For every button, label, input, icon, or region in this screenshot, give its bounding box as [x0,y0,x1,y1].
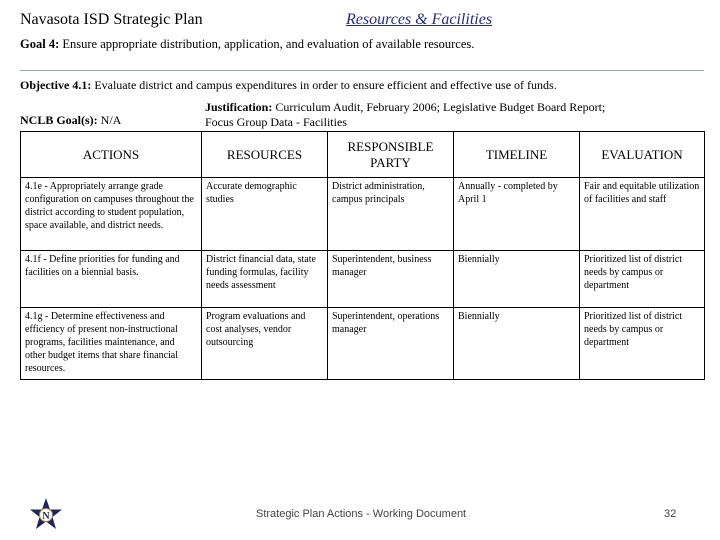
goal-statement [20,37,474,52]
goal-label: Goal 4: [20,37,60,51]
objective-label: Objective 4.1: [20,78,92,92]
resources-cell: Accurate demographic studies [202,178,328,251]
district-star-logo-icon [29,497,63,531]
evaluation-cell: Prioritized list of district needs by campus or department [580,251,705,308]
header-actions: ACTIONS [21,132,202,178]
header-timeline: TIMELINE [454,132,580,178]
divider [20,70,704,71]
justification-label: Justification: [205,100,273,114]
objective-text: Evaluate district and campus expenditures in order to ensure efficient and effective use of funds. [94,78,557,92]
timeline-cell: Annually - completed by April 1 [454,178,580,251]
responsible-cell: Superintendent, operations manager [328,308,454,380]
footer-caption: Strategic Plan Actions - Working Document [256,508,467,520]
section-title: Resources & Facilities [346,11,493,28]
nclb-label: NCLB Goal(s): [20,113,98,127]
timeline-cell: Biennially [454,251,580,308]
evaluation-cell: Fair and equitable utilization of facilities and staff [580,178,705,251]
evaluation-cell: Prioritized list of district needs by campus or department [580,308,705,380]
justification-line2: Focus Group Data - Facilities [205,115,347,129]
objective-statement [20,78,557,93]
logo-letter: N [42,511,50,522]
table-header-row [21,132,705,178]
table-row [21,251,705,308]
action-cell: 4.1g - Determine effectiveness and efficiency of present non-instructional programs, facilities maintenance, and other budget items that share financial resources. [21,308,202,380]
nclb-goals [20,113,121,128]
page-title: Navasota ISD Strategic Plan [20,11,203,28]
goal-text: Ensure appropriate distribution, application, and evaluation of available resources. [62,37,475,51]
action-cell: 4.1e - Appropriately arrange grade configuration on campuses throughout the district according to student population, space available, and district needs. [21,178,202,251]
justification-line1: Curriculum Audit, February 2006; Legislative Budget Board Report; [275,100,606,114]
table-row [21,308,705,380]
nclb-value: N/A [100,113,122,127]
resources-cell: District financial data, state funding formulas, facility needs assessment [202,251,328,308]
responsible-cell: Superintendent, business manager [328,251,454,308]
responsible-cell: District administration, campus principals [328,178,454,251]
header-resources: RESOURCES [202,132,328,178]
action-cell: 4.1f - Define priorities for funding and facilities on a biennial basis. [21,251,202,308]
timeline-cell: Biennially [454,308,580,380]
table-row [21,178,705,251]
header-evaluation: EVALUATION [580,132,705,178]
justification [205,100,645,130]
action-plan-table [20,131,705,380]
header-responsible-party: RESPONSIBLE PARTY [328,132,454,178]
resources-cell: Program evaluations and cost analyses, vendor outsourcing [202,308,328,380]
page-number: 32 [664,508,677,520]
